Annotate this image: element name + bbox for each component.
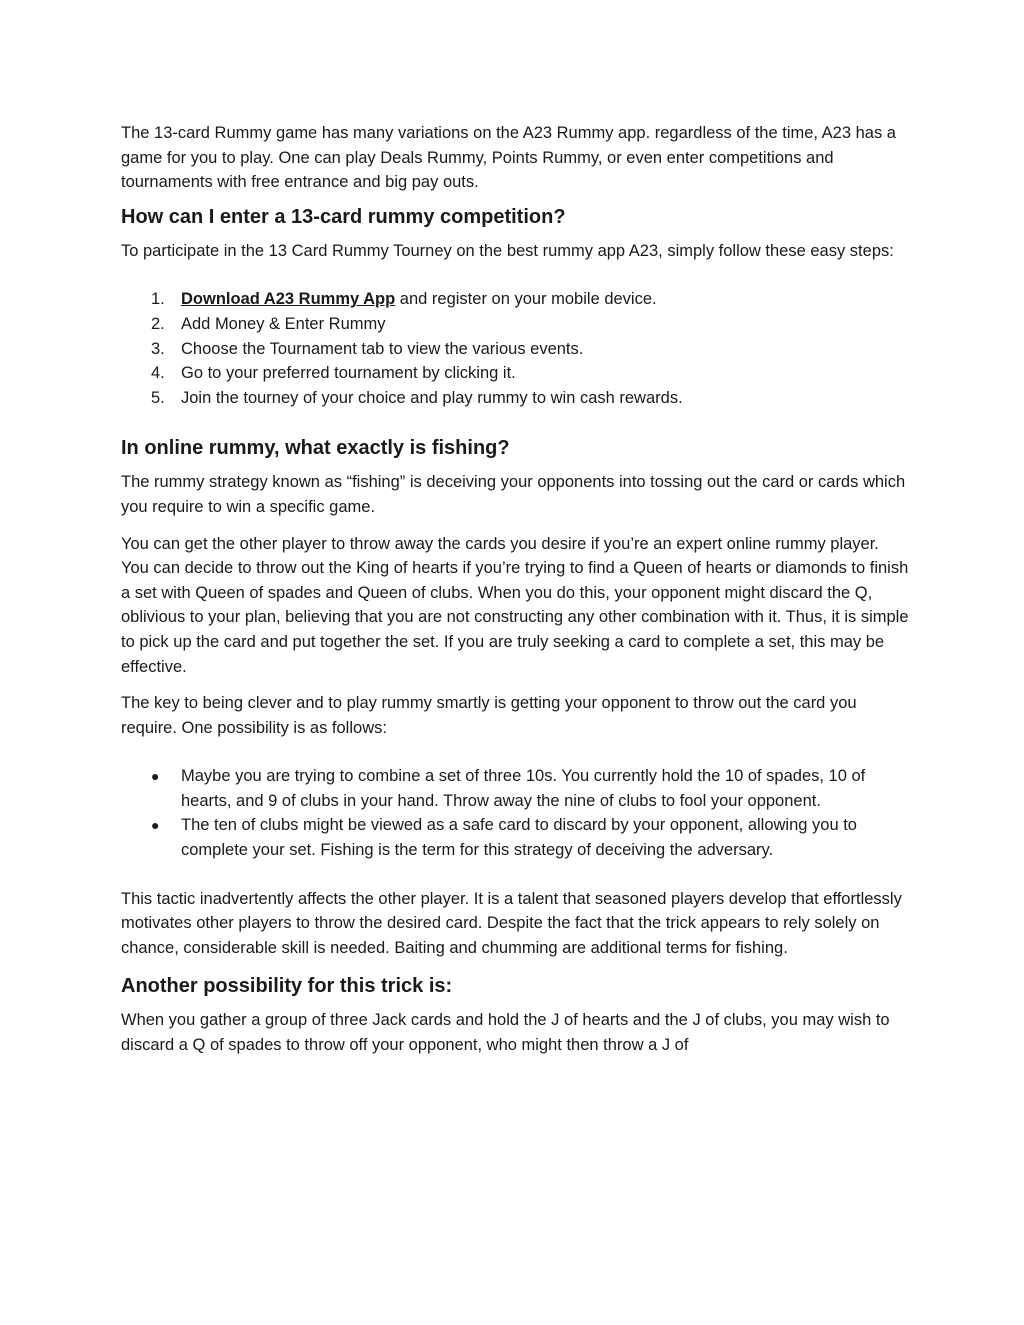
bullets-list	[121, 764, 911, 862]
fishing-paragraph-1: The rummy strategy known as “fishing” is deceiving your opponents into tossing out the card or cards which you require to win a specific game.	[121, 473, 906, 516]
list-number: 1.	[151, 290, 165, 309]
list-item	[121, 287, 911, 312]
steps-list	[121, 287, 911, 410]
list-item	[121, 386, 911, 411]
list-item-text	[181, 287, 911, 312]
enter-competition-paragraph: To participate in the 13 Card Rummy Tourney on the best rummy app A23, simply follow these easy steps:	[121, 241, 894, 260]
list-item-text: The ten of clubs might be viewed as a safe card to discard by your opponent, allowing you to complete your set. Fishing is the term for this strategy of deceiving the adversary.	[181, 816, 857, 860]
list-item-text: Go to your preferred tournament by clicking it.	[181, 364, 516, 383]
bullet-icon: ●	[151, 817, 160, 834]
list-number: 5.	[151, 388, 165, 407]
list-item	[121, 764, 911, 813]
heading-fishing: In online rummy, what exactly is fishing?	[121, 437, 510, 460]
heading-another-possibility: Another possibility for this trick is:	[121, 975, 453, 998]
another-possibility-paragraph: When you gather a group of three Jack cards and hold the J of hearts and the J of clubs, you may wish to discard a Q of spades to throw off your opponent, who might then throw a J of	[121, 1011, 890, 1055]
fishing-paragraph-4: This tactic inadvertently affects the other player. It is a talent that seasoned players develop that effortlessly motivates other players to throw the desired card. Despite the fact that the trick appears to rely solely on chance, considerable skill is needed. Baiting and chumming are additional terms for fishing.	[121, 889, 902, 957]
intro-paragraph: The 13-card Rummy game has many variations on the A23 Rummy app. regardless of the time, A23 has a game for you to play. One can play Deals Rummy, Points Rummy, or even enter competitions and tournaments with free entrance and big pay outs.	[121, 124, 896, 192]
fishing-paragraph-3: The key to being clever and to play rummy smartly is getting your opponent to throw out the card you require. One possibility is as follows:	[121, 694, 857, 737]
list-item	[121, 337, 911, 362]
list-item	[121, 312, 911, 337]
fishing-paragraph-2: You can get the other player to throw away the cards you desire if you’re an expert online rummy player. You can decide to throw out the King of hearts if you’re trying to find a Queen of hearts or diamonds to finish a set with Queen of spades and Queen of clubs. When you do this, your opponent might discard the Q, oblivious to your plan, believing that you are not constructing any other combination with it. Thus, it is simple to pick up the card and put together the set. If you are truly seeking a card to complete a set, this may be effective.	[121, 534, 909, 676]
list-item-text: Choose the Tournament tab to view the various events.	[181, 339, 584, 358]
download-app-link[interactable]: Download A23 Rummy App	[181, 290, 396, 309]
list-number: 3.	[151, 339, 165, 358]
document-page	[121, 121, 911, 1058]
list-item-text: Join the tourney of your choice and play rummy to win cash rewards.	[181, 388, 683, 407]
list-item-text: Add Money & Enter Rummy	[181, 314, 386, 333]
list-item	[121, 361, 911, 386]
bullet-icon: ●	[151, 768, 160, 785]
list-number: 4.	[151, 364, 165, 383]
heading-enter-competition: How can I enter a 13-card rummy competition?	[121, 205, 566, 228]
list-item-text: Maybe you are trying to combine a set of three 10s. You currently hold the 10 of spades, 10 of hearts, and 9 of clubs in your hand. Throw away the nine of clubs to fool your opponent.	[181, 767, 866, 810]
list-number: 2.	[151, 314, 165, 333]
list-item	[121, 813, 911, 862]
list-item-rest: and register on your mobile device.	[395, 290, 657, 309]
